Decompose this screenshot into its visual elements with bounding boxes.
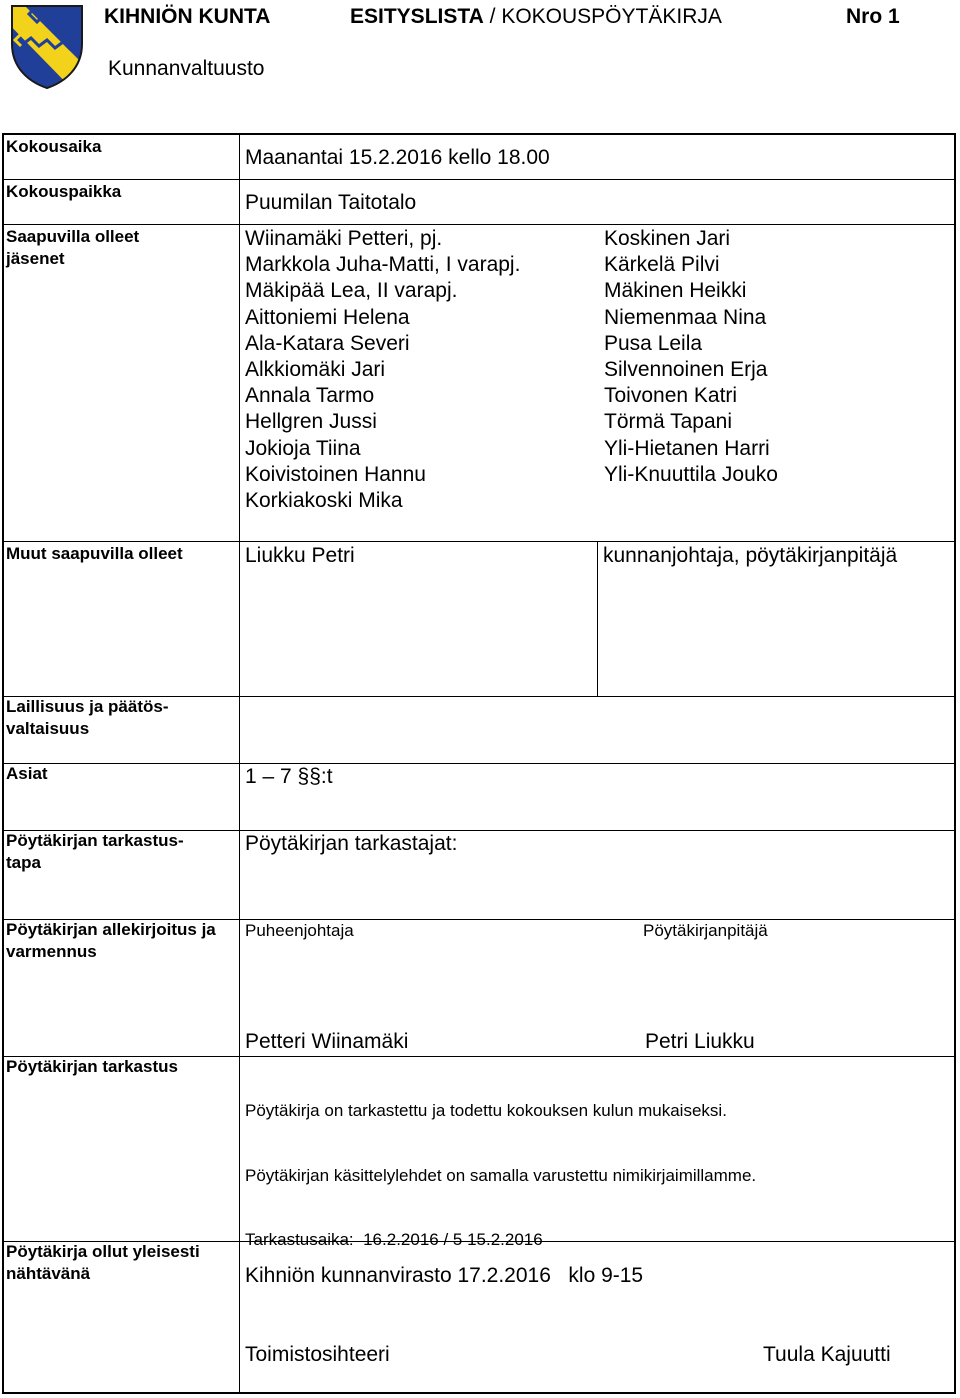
review-line: Pöytäkirja on tarkastettu ja todettu kokouksen kulun mukaiseksi. xyxy=(245,1101,727,1120)
label-members-present: Saapuvilla olleet jäsenet xyxy=(6,227,140,268)
municipal-crest-icon xyxy=(9,4,85,90)
member-name: Jokioja Tiina xyxy=(245,436,361,460)
member-name: Mäkinen Heikki xyxy=(604,279,747,303)
member-name: Silvennoinen Erja xyxy=(604,358,768,382)
row-divider xyxy=(4,224,954,225)
document-type xyxy=(350,5,722,29)
chair-title: Puheenjohtaja xyxy=(245,921,354,940)
member-name: Yli-Hietanen Harri xyxy=(604,436,770,460)
document-type-minutes: KOKOUSPÖYTÄKIRJA xyxy=(501,5,722,28)
public-display-value: Kihniön kunnanvirasto 17.2.2016 klo 9-15 xyxy=(245,1264,644,1287)
municipality-name: KIHNIÖN KUNTA xyxy=(104,5,271,28)
governing-body: Kunnanvaltuusto xyxy=(108,57,265,80)
member-name: Kärkelä Pilvi xyxy=(604,253,720,277)
label-signing: Pöytäkirjan allekirjoitus ja varmennus xyxy=(6,920,216,961)
member-name: Toivonen Katri xyxy=(604,384,738,408)
document-type-separator: / xyxy=(483,5,502,28)
meeting-place-value: Puumilan Taitotalo xyxy=(245,191,417,214)
review-statement xyxy=(245,1057,756,1272)
review-line: Tarkastusaika: 16.2.2016 / 5 15.2.2016 xyxy=(245,1230,543,1249)
review-line: Pöytäkirjan käsittelylehdet on samalla varustettu nimikirjaimillamme. xyxy=(245,1165,757,1185)
member-name: Aittoniemi Helena xyxy=(245,305,410,329)
member-name: Törmä Tapani xyxy=(604,410,733,434)
others-present-name: Liukku Petri xyxy=(245,544,355,567)
chair-name: Petteri Wiinamäki xyxy=(245,1030,409,1053)
member-name: Niemenmaa Nina xyxy=(604,305,767,329)
member-name: Korkiakoski Mika xyxy=(245,489,403,513)
review-method-value: Pöytäkirjan tarkastajat: xyxy=(245,832,458,855)
label-items: Asiat xyxy=(6,764,48,783)
member-name: Koskinen Jari xyxy=(604,227,731,250)
label-meeting-time: Kokousaika xyxy=(6,137,102,156)
members-left-column xyxy=(245,226,520,514)
member-name: Hellgren Jussi xyxy=(245,410,377,434)
row-divider xyxy=(4,541,954,542)
label-public-display: Pöytäkirja ollut yleisesti nähtävänä xyxy=(6,1242,200,1283)
label-meeting-place: Kokouspaikka xyxy=(6,182,122,201)
row-divider xyxy=(4,179,954,180)
member-name: Wiinamäki Petteri, pj. xyxy=(245,227,443,250)
items-value: 1 – 7 §§:t xyxy=(245,765,333,788)
public-display-title: Toimistosihteeri xyxy=(245,1343,390,1366)
secretary-title: Pöytäkirjanpitäjä xyxy=(643,921,768,940)
label-review: Pöytäkirjan tarkastus xyxy=(6,1057,178,1076)
members-right-column xyxy=(604,226,778,488)
member-name: Alkkiomäki Jari xyxy=(245,358,386,382)
label-review-method: Pöytäkirjan tarkastus-tapa xyxy=(6,831,184,872)
column-divider xyxy=(239,135,240,1394)
member-name: Markkola Juha-Matti, I varapj. xyxy=(245,253,521,277)
member-name: Yli-Knuuttila Jouko xyxy=(604,462,778,486)
column-divider xyxy=(597,541,598,696)
member-name: Annala Tarmo xyxy=(245,384,375,408)
member-name: Mäkipää Lea, II varapj. xyxy=(245,279,458,303)
member-name: Pusa Leila xyxy=(604,331,703,355)
meeting-time-value: Maanantai 15.2.2016 kello 18.00 xyxy=(245,146,550,169)
member-name: Ala-Katara Severi xyxy=(245,331,410,355)
document-type-agenda: ESITYSLISTA xyxy=(350,5,484,28)
secretary-name: Petri Liukku xyxy=(645,1030,755,1053)
label-legality-quorum: Laillisuus ja päätös-valtaisuus xyxy=(6,697,169,738)
member-name: Koivistoinen Hannu xyxy=(245,462,426,486)
public-display-name: Tuula Kajuutti xyxy=(763,1343,891,1366)
document-number: Nro 1 xyxy=(846,5,900,28)
label-others-present: Muut saapuvilla olleet xyxy=(6,544,183,563)
others-present-role: kunnanjohtaja, pöytäkirjanpitäjä xyxy=(603,544,898,567)
